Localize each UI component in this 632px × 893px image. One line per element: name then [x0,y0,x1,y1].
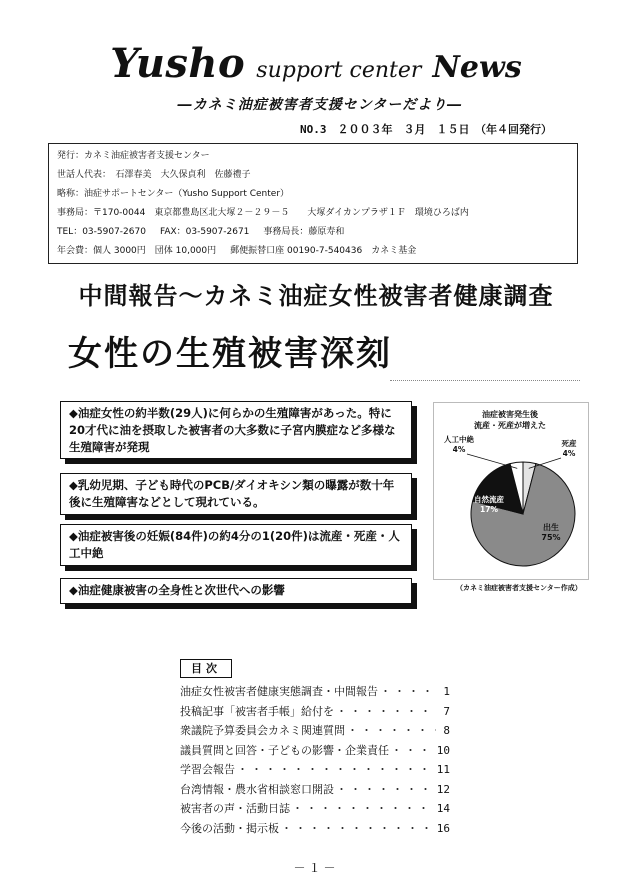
pie-label-birth: 出生 [543,523,559,532]
info-abbreviation: 略称：油症サポートセンター（Yusho Support Center） [57,189,290,199]
issue-line: NO.3 ２００３年 ３月 １５日 （年４回発行） [300,123,552,136]
pie-data-label-miscarriage: 17% [480,505,498,514]
chart-title [433,409,587,431]
masthead-subtitle: ―カネミ油症被害者支援センターだより― [177,97,463,113]
pie-data-label-abortion: 4% [452,445,466,454]
pie-label-miscarriage: 自然流産 [474,495,504,504]
toc-item: 台湾情報・農水省相談窓口開設 ・・・・・・・・・・・・・・・・・・・・・・・・・・・・ 12 [180,780,450,800]
pie-label-abortion: 人工中絶 [444,435,474,444]
pie-label-stillbirth: 死産 [561,439,577,448]
pie-chart [433,432,587,580]
pie-data-label-stillbirth: 4% [562,449,576,458]
toc-item: 学習会報告 ・・・・・・・・・・・・・・・・・・・・・・・・・・・・ 11 [180,760,450,780]
page-number: －１－ [293,861,339,875]
bullet-box-1: ◆油症女性の約半数(29人)に何らかの生殖障害があった。特に20才代に油を摂取した被害者の大多数に子宮内膜症など多様な生殖障害が発現 [60,401,412,459]
info-contact [57,223,569,242]
headline-report: 中間報告～カネミ油症女性被害者健康調査 [78,282,554,310]
toc-item: 議員質問と回答・子どもの影響・企業責任 ・・・・・・・・・・・・・・・・・・・・・・・・・・・・ 10 [180,741,450,761]
masthead [0,40,632,87]
info-fees [57,242,569,261]
info-fee: 年会費：個人 3000円 団体 10,000円 [57,246,217,256]
pie-leader-abortion [467,454,517,468]
masthead-yusho: Yusho [110,40,246,87]
toc-item: 油症女性被害者健康実態調査・中間報告 ・・・・・・・・・・・・・・・・・・・・・・・・・・・・ 1 [180,682,450,702]
info-office: 事務局：〒170-0044 東京都豊島区北大塚２－２９－５ 大塚ダイカンプラザ１Ｆ 環境ひろば内 [57,208,469,218]
toc-item: 衆議院予算委員会カネミ関連質問 ・・・・・・・・・・・・・・・・・・・・・・・・・・・・ 8 [180,721,450,741]
toc-item: 今後の活動・掲示板 ・・・・・・・・・・・・・・・・・・・・・・・・・・・・ 16 [180,819,450,839]
info-tel: TEL：03-5907-2670 [57,227,146,237]
toc-heading: 目次 [180,659,232,678]
masthead-news: News [432,50,522,85]
bullet-box-4: ◆油症健康被害の全身性と次世代への影響 [60,578,412,604]
chart-source: （カネミ油症被害者支援センター作成） [456,584,582,592]
toc-item: 被害者の声・活動日誌 ・・・・・・・・・・・・・・・・・・・・・・・・・・・・ 14 [180,799,450,819]
table-of-contents [180,682,450,838]
info-chief: 事務局長：藤原寿和 [263,227,345,237]
publisher-info-box [48,143,578,264]
bullet-box-3: ◆油症被害後の妊娠(84件)の約4分の1(20件)は流産・死産・人工中絶 [60,524,412,566]
bullet-box-2: ◆乳幼児期、子ども時代のPCB/ダイオキシン類の曝露が数十年後に生殖障害などとして現れている。 [60,473,412,515]
pie-data-label-birth: 75% [541,533,561,542]
info-postal: 郵便振替口座 00190-7-540436 カネミ基金 [230,246,417,256]
info-fax: FAX：03-5907-2671 [159,227,250,237]
chart-title-text: 油症被害発生後 流産・死産が増えた [474,410,546,430]
toc-item: 投稿記事「被害者手帳」給付を ・・・・・・・・・・・・・・・・・・・・・・・・・・・・ 7 [180,702,450,722]
divider [390,380,580,381]
info-representatives: 世話人代表： 石澤春美 大久保貞利 佐藤禮子 [57,170,251,180]
masthead-middle: support center [256,58,422,83]
info-publisher: 発行：カネミ油症被害者支援センター [57,151,210,161]
headline-main: 女性の生殖被害深刻 [68,334,392,374]
